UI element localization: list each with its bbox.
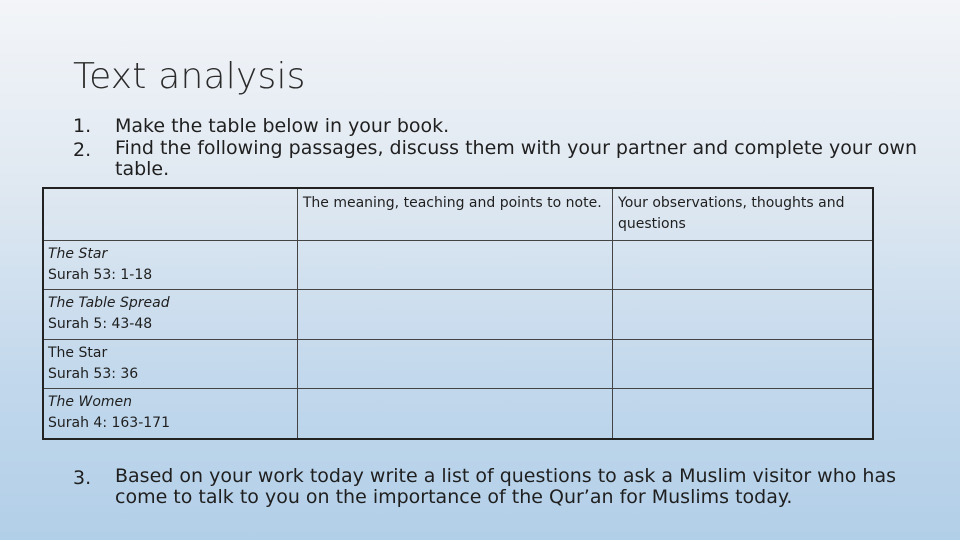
passage-name: The Women — [48, 394, 133, 411]
instruction-number: 1. — [73, 115, 92, 137]
passage-reference: Surah 53: 1-18 — [48, 267, 153, 283]
passage-cell — [43, 290, 297, 339]
instruction-number: 3. — [73, 467, 92, 489]
table-cell — [297, 290, 612, 339]
table-cell — [297, 339, 612, 388]
passage-cell — [43, 389, 297, 439]
passage-name: The Table Spread — [48, 295, 170, 312]
table-header-cell — [43, 188, 297, 241]
instruction-list — [73, 114, 933, 180]
table-cell — [613, 389, 873, 439]
passage-reference: Surah 5: 43-48 — [48, 316, 153, 333]
table-cell — [297, 389, 612, 439]
table-cell — [297, 241, 612, 290]
passage-reference: Surah 53: 36 — [48, 365, 139, 382]
instruction-text: Based on your work today write a list of questions to ask a Muslim visitor who has come to talk to you on the importance of the Qur’an for Muslims today. — [115, 465, 897, 508]
table-header-cell: Your observations, thoughts and questions — [613, 188, 873, 241]
slide-title: Text analysis — [73, 56, 306, 97]
table-cell — [613, 290, 873, 339]
instruction-text: Make the table below in your book. — [115, 115, 450, 137]
table-row — [43, 339, 873, 388]
passage-cell — [43, 339, 297, 388]
table-cell — [613, 241, 873, 290]
table-header-row — [43, 188, 873, 241]
table-row — [43, 290, 873, 339]
passage-reference: Surah 4: 163-171 — [48, 415, 170, 432]
analysis-table — [42, 187, 874, 440]
instruction-item — [73, 466, 933, 508]
table-row — [43, 241, 873, 290]
table-row — [43, 389, 873, 439]
final-instruction — [73, 466, 933, 508]
instruction-number: 2. — [73, 139, 92, 161]
instruction-item — [73, 114, 933, 138]
passage-cell — [43, 241, 297, 290]
passage-name: The Star — [48, 246, 108, 262]
table-header-cell: The meaning, teaching and points to note. — [297, 188, 612, 241]
passage-name: The Star — [48, 344, 108, 361]
table-cell — [613, 339, 873, 388]
instruction-item — [73, 138, 933, 180]
instruction-text: Find the following passages, discuss them with your partner and complete your own table. — [115, 137, 918, 180]
